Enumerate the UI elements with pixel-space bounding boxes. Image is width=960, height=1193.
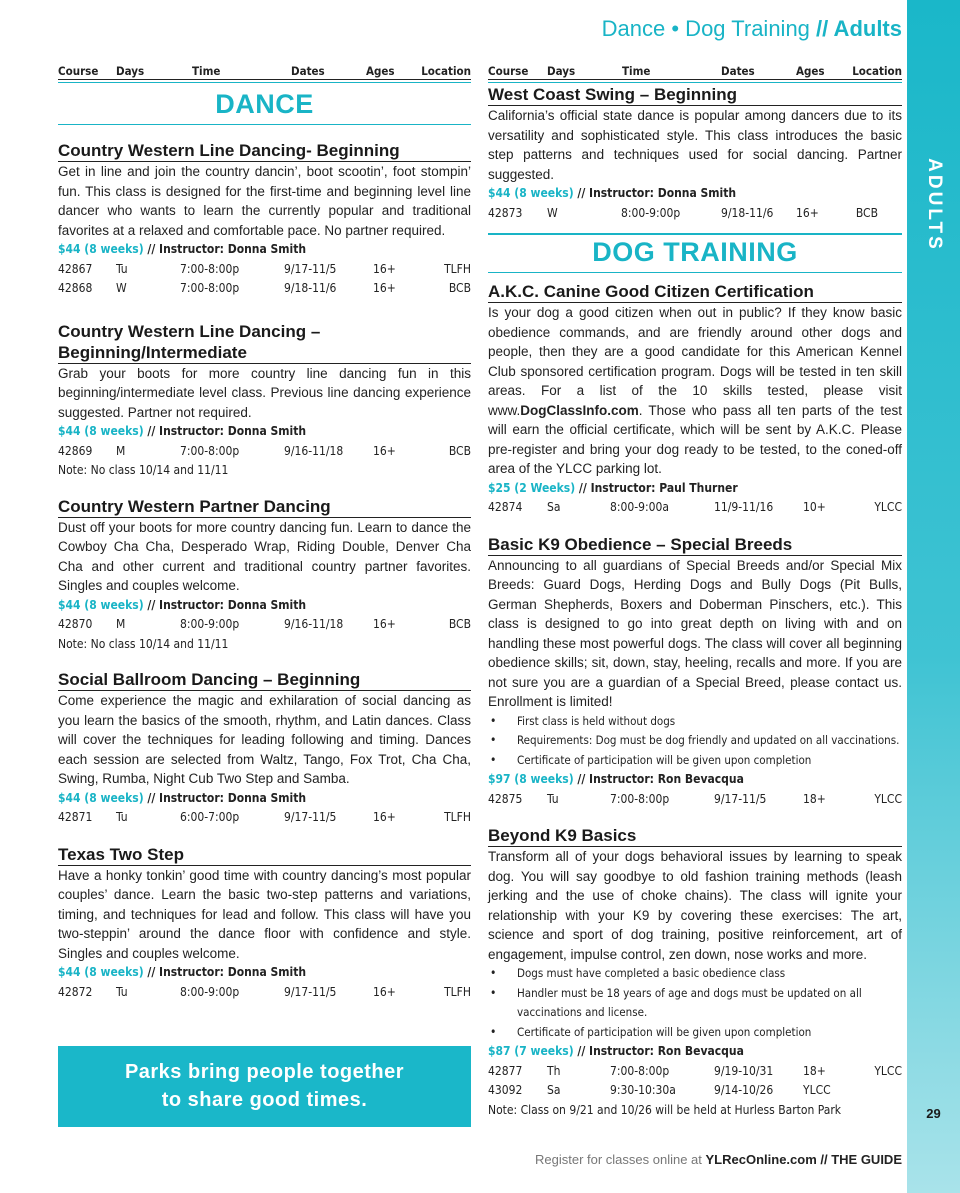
- course-title: West Coast Swing – Beginning: [488, 84, 902, 106]
- dates: 9/19-10/31: [714, 1063, 774, 1078]
- schedule-row: [58, 442, 471, 462]
- location: YLCC: [874, 500, 902, 514]
- instructor: // Instructor: Donna Smith: [573, 186, 737, 200]
- instructor: // Instructor: Donna Smith: [143, 790, 307, 805]
- col-time: Time: [622, 64, 651, 78]
- days: Sa: [547, 1083, 561, 1097]
- section-title-dance: DANCE: [58, 89, 471, 125]
- schedule-row: [488, 790, 902, 810]
- course-description: Announcing to all guardians of Special Breeds and/or Special Mix Breeds: Guard Dogs, Herding Dogs and Bully Dogs (Pit Bulls, German Shepherds, Boxers and Doberman Pinschers, etc.). This class is designed to go into great depth on living with and on handling these most powerful dogs. The class will cover all beginning obedience skills; sit, down, stay, heeling, recalls and more. If you are not sure you are a guardian of a Special Breed, please contact us. Enrollment is limited!: [488, 557, 902, 709]
- ages: 16+: [373, 810, 396, 824]
- location: YLCC: [803, 1083, 831, 1097]
- days: Tu: [116, 984, 128, 999]
- footer-text: Register for classes online at: [534, 1152, 706, 1167]
- location: YLCC: [874, 791, 902, 806]
- course-price: [58, 963, 471, 983]
- location: BCB: [855, 205, 878, 220]
- list-item: • Handler must be 18 years of age and dogs must be updated on all vaccinations and license.: [488, 984, 902, 1023]
- schedule-row: [488, 1062, 902, 1082]
- col-course: Course: [58, 64, 99, 78]
- time: 7:00-8:00p: [610, 791, 670, 806]
- col-time: Time: [192, 64, 221, 78]
- price-amount: $44 (8 weeks): [58, 242, 144, 256]
- time: 8:00-9:00p: [621, 205, 681, 220]
- course-number: 42874: [488, 500, 523, 514]
- course-number: 43092: [488, 1083, 523, 1097]
- column-headers: [488, 60, 902, 80]
- ages: 18+: [803, 1063, 826, 1078]
- dates: 9/17-11/5: [284, 261, 337, 276]
- course-price: [488, 1042, 902, 1062]
- col-location: Location: [421, 64, 471, 78]
- course-title: Texas Two Step: [58, 844, 471, 866]
- course-number: 42873: [488, 205, 523, 220]
- course-price: [488, 770, 902, 790]
- course-description: Come experience the magic and exhilaration of social dancing as you learn the basics of the smooth, rhythm, and Latin dances. Class will cover the techniques for leading following and timing. Dances each session are selected from Waltz, Tango, Fox Trot, Cha Cha, Swing, Rumba, Night Cub Two Step and Samba.: [58, 693, 471, 786]
- course-line-dancing-intermediate: [58, 321, 471, 481]
- schedule-row: [488, 1081, 902, 1101]
- instructor: // Instructor: Donna Smith: [143, 597, 307, 612]
- days: Tu: [547, 791, 559, 806]
- dates: 9/17-11/5: [284, 810, 337, 824]
- page-header: [602, 16, 902, 42]
- course-description: [488, 303, 902, 479]
- course-note: Note: Class on 9/21 and 10/26 will be held at Hurless Barton Park: [488, 1102, 842, 1117]
- dates: 9/14-10/26: [714, 1083, 774, 1097]
- section-title-dog-training: DOG TRAINING: [488, 233, 902, 273]
- sidebar-label: ADULTS: [924, 158, 945, 252]
- course-price: [488, 479, 902, 499]
- time: 6:00-7:00p: [180, 810, 240, 824]
- course-number: 42875: [488, 791, 523, 806]
- course-number: 42867: [58, 261, 93, 276]
- column-headers: [58, 60, 471, 80]
- time: 8:00-9:00a: [610, 500, 669, 514]
- location: TLFH: [444, 984, 471, 999]
- course-price: [58, 422, 471, 442]
- course-number: 42872: [58, 984, 93, 999]
- requirements-list: [488, 712, 902, 771]
- course-title-line2: Beginning/Intermediate: [58, 342, 471, 364]
- col-dates: Dates: [291, 64, 325, 78]
- promo-banner: [58, 1046, 471, 1127]
- days: Tu: [116, 810, 128, 824]
- ages: 16+: [373, 261, 396, 276]
- course-price: [58, 596, 471, 616]
- dates: 9/16-11/18: [284, 617, 344, 631]
- location: BCB: [448, 443, 471, 458]
- course-title: A.K.C. Canine Good Citizen Certification: [488, 281, 902, 303]
- course-partner-dancing: [58, 496, 471, 655]
- days: W: [116, 281, 127, 295]
- price-amount: $44 (8 weeks): [58, 424, 144, 438]
- dates: 9/16-11/18: [284, 443, 344, 458]
- course-west-coast-swing: [488, 84, 902, 223]
- col-dates: Dates: [721, 64, 755, 78]
- course-social-ballroom: [58, 669, 471, 828]
- schedule-row: [58, 615, 471, 635]
- time: 8:00-9:00p: [180, 617, 240, 631]
- ages: 16+: [373, 617, 396, 631]
- website-link[interactable]: DogClassInfo.com: [520, 402, 639, 418]
- ages: 16+: [373, 984, 396, 999]
- price-amount: $44 (8 weeks): [58, 965, 144, 979]
- location: TLFH: [444, 261, 471, 276]
- time: 7:00-8:00p: [180, 281, 240, 295]
- list-item: • Certificate of participation will be given upon completion: [488, 1023, 902, 1043]
- days: M: [116, 443, 126, 458]
- course-title: Country Western Partner Dancing: [58, 496, 471, 518]
- days: Th: [547, 1063, 561, 1078]
- course-texas-two-step: [58, 844, 471, 1003]
- days: M: [116, 617, 126, 631]
- dates: 9/18-11/6: [721, 205, 774, 220]
- col-ages: Ages: [366, 64, 395, 78]
- price-amount: $44 (8 weeks): [58, 790, 144, 805]
- description-text: Is your dog a good citizen when out in public? If they know basic obedience commands, and are friendly around other dogs and people, then they are a good candidate for this American Kennel Club sponsored certification program. Dogs will be tested in ten skill areas. For a list of the 10 skills tested, please visit www.: [488, 305, 902, 418]
- description-text: . Those who pass all ten parts of the test will earn the official certificate, which will be sent by A.K.C. Please pre-register and bring your dog ready to be tested, to the coned-off area of the YLCC parking lot.: [488, 402, 902, 476]
- list-item: • Certificate of participation will be given upon completion: [488, 751, 902, 771]
- schedule-row: [58, 260, 471, 280]
- days: Tu: [116, 261, 128, 276]
- page-number: 29: [926, 1106, 941, 1121]
- time: 9:30-10:30a: [610, 1083, 676, 1097]
- price-amount: $25 (2 Weeks): [488, 480, 576, 495]
- col-location: Location: [852, 64, 902, 78]
- list-item: • Requirements: Dog must be dog friendly and updated on all vaccinations.: [488, 731, 902, 751]
- banner-line-1: Parks bring people together: [124, 1061, 405, 1083]
- dates: 11/9-11/16: [714, 500, 774, 514]
- col-course: Course: [488, 64, 529, 78]
- dates: 9/17-11/5: [284, 984, 337, 999]
- schedule-row: [58, 983, 471, 1003]
- ages: 16+: [373, 281, 396, 295]
- price-amount: $97 (8 weeks): [488, 772, 574, 786]
- days: Sa: [547, 500, 561, 514]
- location: TLFH: [444, 810, 471, 824]
- course-price: [488, 184, 902, 204]
- course-title: Social Ballroom Dancing – Beginning: [58, 669, 471, 691]
- time: 7:00-8:00p: [610, 1063, 670, 1078]
- instructor: // Instructor: Donna Smith: [143, 424, 307, 438]
- location: BCB: [448, 617, 471, 631]
- ages: 16+: [373, 443, 396, 458]
- ages: 10+: [803, 500, 826, 514]
- course-description: Get in line and join the country dancin’, boot scootin’, foot stompin’ fun. This class is designed for the first-time and beginning level line dancer who wants to learn the currently popular and traditional favorites at a relaxed and comfortable pace. No partner required.: [58, 164, 471, 238]
- course-title: Country Western Line Dancing- Beginning: [58, 140, 471, 162]
- list-item: • Dogs must have completed a basic obedience class: [488, 964, 902, 984]
- days: W: [547, 205, 558, 220]
- schedule-row: [58, 808, 471, 828]
- instructor: // Instructor: Paul Thurner: [575, 480, 738, 495]
- course-title: Basic K9 Obedience – Special Breeds: [488, 534, 902, 556]
- sidebar-band: [907, 0, 960, 1193]
- course-note: Note: No class 10/14 and 11/11: [58, 463, 229, 477]
- course-description: Have a honky tonkin’ good time with country dancing’s most popular couples’ dance. Learn the basic two-step patterns and variations, timing, and techniques for lead and follow. This class will have you two-steppin’ around the dance floor with confidence and style. Singles and couples welcome.: [58, 867, 471, 961]
- requirements-list: [488, 964, 902, 1042]
- instructor: // Instructor: Ron Bevacqua: [573, 1044, 744, 1058]
- right-column: [488, 60, 902, 1120]
- location: BCB: [448, 281, 471, 295]
- course-number: 42870: [58, 617, 93, 631]
- course-note: Note: No class 10/14 and 11/11: [58, 636, 229, 651]
- course-title: Beyond K9 Basics: [488, 825, 902, 847]
- course-description: Grab your boots for more country line dancing fun in this beginning/intermediate level class. Previous line dancing experience suggested. Partner not required.: [58, 365, 471, 420]
- footer-website-link[interactable]: YLRecOnline.com: [705, 1152, 817, 1167]
- instructor: // Instructor: Donna Smith: [143, 965, 307, 979]
- price-amount: $87 (7 weeks): [488, 1044, 574, 1058]
- page-footer: [535, 1152, 902, 1167]
- course-number: 42877: [488, 1063, 523, 1078]
- price-amount: $44 (8 weeks): [58, 597, 144, 612]
- course-description: Dust off your boots for more country dancing fun. Learn to dance the Cowboy Cha Cha, Desperado Wrap, Riding Double, Denver Cha Cha and other current and traditional country partner favorites. Singles and couples welcome.: [58, 519, 471, 593]
- course-description: Transform all of your dogs behavioral issues by learning to speak dog. You will say goodbye to old fashion training methods (leash jerking and the use of choke chains). The class will ignite your relationship with your K9 by covering these exercises: The art, science and sport of dog training, positive reinforcement, art of engagement, impulse control, zen down, nose works and more.: [488, 849, 902, 962]
- footer-guide: // THE GUIDE: [816, 1152, 902, 1167]
- col-ages: Ages: [796, 64, 825, 78]
- dates: 9/18-11/6: [284, 281, 337, 295]
- course-line-dancing-beginning: [58, 140, 471, 299]
- course-number: 42868: [58, 281, 93, 295]
- course-description: California’s official state dance is popular among dancers due to its versatility and sophisticated style. This class introduces the basic step patterns and techniques used for social dancing. Partner suggested.: [488, 108, 902, 182]
- course-beyond-k9-basics: [488, 825, 902, 1120]
- schedule-row: [58, 279, 471, 299]
- instructor: // Instructor: Ron Bevacqua: [573, 772, 744, 786]
- list-item: • First class is held without dogs: [488, 712, 902, 732]
- ages: 16+: [796, 205, 819, 220]
- left-column: [58, 60, 471, 1002]
- course-number: 42871: [58, 810, 93, 824]
- location: YLCC: [874, 1063, 902, 1078]
- ages: 18+: [803, 791, 826, 806]
- course-number: 42869: [58, 443, 93, 458]
- course-title-line1: Country Western Line Dancing –: [58, 321, 321, 341]
- time: 8:00-9:00p: [180, 984, 240, 999]
- course-akc-canine-good-citizen: [488, 281, 902, 518]
- schedule-row: [488, 204, 902, 224]
- col-days: Days: [547, 64, 576, 78]
- course-k9-special-breeds: [488, 534, 902, 810]
- dates: 9/17-11/5: [714, 791, 767, 806]
- price-amount: $44 (8 weeks): [488, 186, 574, 200]
- banner-line-2: to share good times.: [161, 1089, 368, 1111]
- time: 7:00-8:00p: [180, 443, 240, 458]
- instructor: // Instructor: Donna Smith: [143, 242, 307, 256]
- time: 7:00-8:00p: [180, 261, 240, 276]
- course-price: [58, 789, 471, 809]
- schedule-row: [488, 498, 902, 518]
- header-audience: // Adults: [816, 16, 902, 41]
- header-categories: Dance • Dog Training: [601, 16, 817, 41]
- course-price: [58, 240, 471, 260]
- col-days: Days: [116, 64, 145, 78]
